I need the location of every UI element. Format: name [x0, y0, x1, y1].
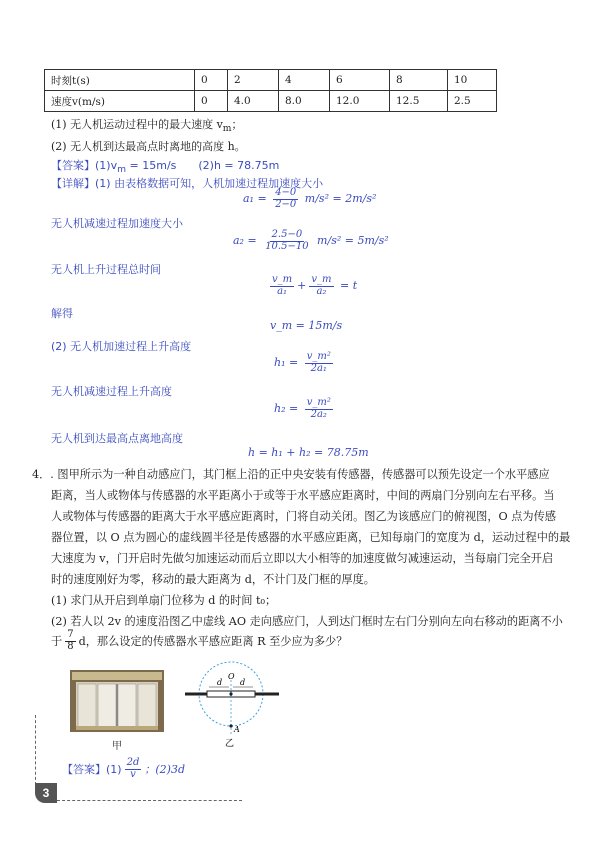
- figure-label-jia: 甲: [112, 741, 122, 752]
- text-h1: (2) 无人机加速过程上升高度: [51, 340, 192, 353]
- table-row: [45, 70, 497, 91]
- table-cell: 12.5: [390, 91, 448, 112]
- text-solve: 解得: [51, 307, 73, 320]
- formula-part: m/s² = 5m/s²: [313, 234, 389, 247]
- fraction-den: a₂: [316, 285, 327, 297]
- decorative-border-horizontal: [57, 800, 242, 801]
- fraction-den: v: [130, 768, 136, 780]
- answer-4: [62, 758, 185, 780]
- text-h: 无人机到达最高点离地高度: [51, 432, 183, 445]
- answer-sub: m: [117, 164, 127, 176]
- text-total-time: 无人机上升过程总时间: [51, 263, 161, 276]
- label-O: O: [228, 672, 235, 681]
- table-cell: 速度v(m/s): [45, 91, 195, 112]
- problem-4-line-2: 距离，当人或物体与传感器的水平距离小于或等于水平感应距离时，中间的两扇门分别向左右平移。当: [51, 489, 555, 502]
- table-cell: 0: [195, 70, 228, 91]
- answer-4-value: ；(2)3d: [144, 763, 185, 776]
- answer-line: [51, 157, 279, 175]
- fraction-num: v_m²: [306, 397, 331, 408]
- fraction: [65, 630, 75, 652]
- formula-part: h₂ =: [274, 402, 302, 415]
- answer-4-label: 【答案】(1): [62, 763, 122, 776]
- fraction: [125, 758, 142, 780]
- formula-part: m/s² = 2m/s²: [301, 192, 377, 205]
- page-number: 3: [35, 783, 57, 803]
- table-cell: 4.0: [228, 91, 279, 112]
- formula-part: = t: [336, 279, 358, 292]
- fraction-num: 2d: [126, 757, 140, 768]
- problem-4-line-3: 人或物体与传感器的距离大于水平感应距离时，门将自动关闭。图乙为该感应门的俯视图，O 点为传感: [51, 510, 556, 523]
- label-d-left: d: [217, 678, 223, 687]
- answer-label: 【答案】(1)v: [51, 159, 118, 172]
- problem-4-line-1: 4．. 图甲所示为一种自动感应门，其门框上沿的正中央安装有传感器，传感器可以预先设定一个水平感应: [32, 468, 550, 481]
- question-2: (2) 无人机到达最高点时离地的高度 h。: [51, 140, 246, 153]
- fraction: [273, 188, 298, 210]
- door-photo-image: [70, 670, 164, 732]
- fraction: [270, 275, 294, 297]
- fraction-den: 8: [67, 640, 74, 652]
- point-O: [229, 692, 232, 695]
- point-A: [229, 724, 232, 727]
- problem-4-q1: (1) 求门从开启到单扇门位移为 d 的时间 t₀；: [51, 594, 277, 607]
- fraction: [305, 352, 333, 374]
- figure-label-yi: 乙: [225, 739, 235, 749]
- problem-4-line-4: 器位置，以 O 点为圆心的虚线圆半径是传感器的水平感应距离，已知每扇门的宽度为 d，运动过程中的最: [51, 531, 571, 544]
- fraction-num: v_m²: [306, 351, 331, 362]
- question-1-text: (1) 无人机运动过程中的最大速度 v: [51, 118, 223, 131]
- door-top-view-diagram: [183, 660, 283, 750]
- table-cell: 10: [448, 70, 497, 91]
- question-1-sub: m: [222, 123, 232, 135]
- fraction: [305, 398, 333, 420]
- fraction: [263, 230, 310, 252]
- fraction-num: v_m: [272, 274, 293, 285]
- formula-part: h₁ =: [274, 356, 302, 369]
- fraction-num: 7: [67, 629, 74, 640]
- table-cell: 2: [228, 70, 279, 91]
- table-cell: 时刻t(s): [45, 70, 195, 91]
- fraction: [309, 275, 333, 297]
- formula-part: a₂ =: [233, 234, 261, 247]
- fraction-num: 4−0: [275, 187, 297, 198]
- decorative-border-vertical: [35, 715, 36, 785]
- formula-part: a₁ =: [243, 192, 271, 205]
- question-1: [51, 116, 242, 134]
- formula-a2: [233, 230, 389, 252]
- fraction-num: v_m: [311, 274, 332, 285]
- table-cell: 4: [279, 70, 330, 91]
- table-cell: 0: [195, 91, 228, 112]
- table-cell: 12.0: [330, 91, 390, 112]
- fraction-den: a₁: [277, 285, 288, 297]
- fraction-den: 2−0: [275, 198, 297, 210]
- text-decel: 无人机减速过程加速度大小: [51, 217, 183, 230]
- detail-line: 【详解】(1) 由表格数据可知，人机加速过程加速度大小: [51, 177, 324, 190]
- formula-h2: [274, 398, 336, 420]
- formula-h: h = h₁ + h₂ = 78.75m: [248, 446, 369, 459]
- table-cell: 6: [330, 70, 390, 91]
- fraction-den: 2a₂: [310, 408, 327, 420]
- fraction-num: 2.5−0: [271, 229, 303, 240]
- label-d-right: d: [240, 678, 246, 687]
- text-part: 于: [51, 634, 63, 648]
- label-A: A: [234, 725, 240, 734]
- problem-4-q2: (2) 若人以 2v 的速度沿图乙中虚线 AO 走向感应门，人到达门框时左右门分别向左向右移动的距离不小: [51, 615, 563, 628]
- formula-time: $\frac{v\_m}{\text{a₁}}$ + $\frac{v\_m}{\text{a₂}}$ = t: [272, 274, 358, 297]
- text-h2: 无人机减速过程上升高度: [51, 385, 172, 398]
- door-photo: [70, 670, 164, 732]
- table-cell: 2.5: [448, 91, 497, 112]
- table-row: [45, 91, 497, 112]
- fraction-den: 2a₁: [310, 362, 327, 374]
- question-1-end: ；: [231, 118, 243, 131]
- table-cell: 8.0: [279, 91, 330, 112]
- data-table: [44, 69, 497, 112]
- answer-value: = 15m/s (2)h = 78.75m: [126, 159, 280, 172]
- table-cell: 8: [390, 70, 448, 91]
- text-part: d，那么设定的传感器水平感应距离 R 至少应为多少？: [78, 634, 348, 648]
- formula-vm: v_m = 15m/s: [270, 319, 343, 332]
- fraction-den: 10.5−10: [265, 240, 309, 252]
- formula-a1: [243, 188, 376, 210]
- problem-4-q2-cont: [51, 630, 347, 652]
- problem-4-line-6: 时的速度刚好为零，移动的最大距离为 d，不计门及门框的厚度。: [51, 573, 375, 586]
- problem-4-line-5: 大速度为 v，门开启时先做匀加速运动而后立即以大小相等的加速度做匀减速运动，当每扇门完全开启: [51, 552, 554, 565]
- formula-h1: [274, 352, 336, 374]
